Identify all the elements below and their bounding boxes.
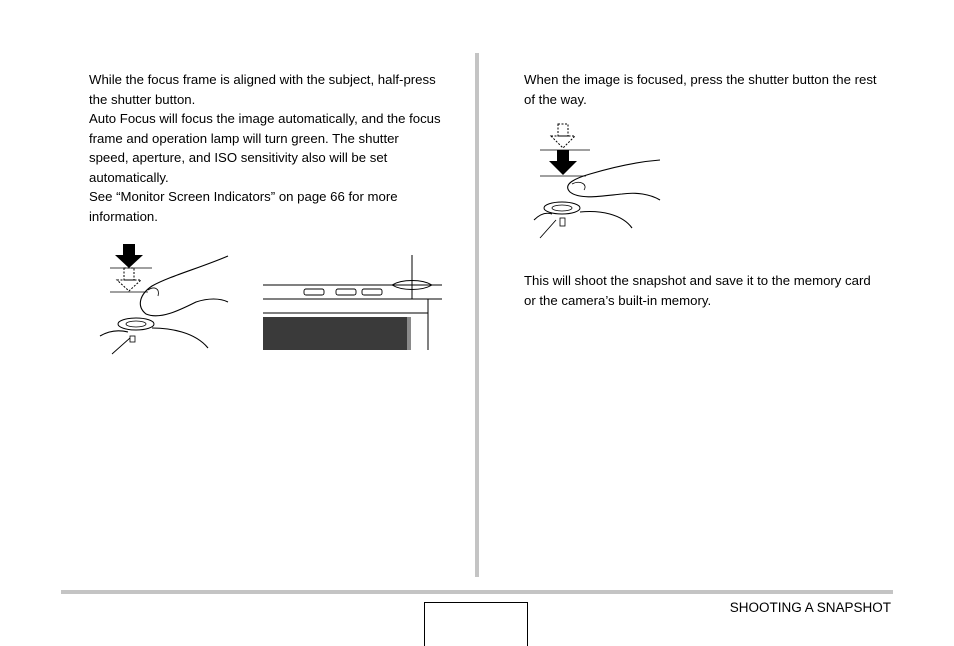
full-press-instruction	[524, 70, 877, 109]
text-line: the shutter button.	[89, 91, 196, 107]
full-press-illustration	[530, 124, 665, 239]
camera-top-outline	[100, 328, 208, 348]
text-line: frame and operation lamp will turn green. The shutter	[89, 130, 399, 146]
page-number-box	[424, 602, 528, 646]
finger-outline	[568, 160, 660, 200]
text-line: speed, aperture, and ISO sensitivity also will be set	[89, 150, 388, 165]
dotted-arrow-shaft	[558, 124, 568, 136]
text-line: While the focus frame is aligned with the subject, half-press	[89, 72, 436, 87]
text-line: or the camera’s built-in memory.	[524, 292, 712, 308]
mode-button-1	[304, 289, 324, 295]
press-arrow-head	[549, 161, 577, 175]
shutter-button	[118, 318, 154, 330]
monitor-indicators-reference	[89, 187, 398, 226]
monitor-screen	[263, 317, 407, 350]
press-arrow-head	[115, 255, 143, 268]
text-line: This will shoot the snapshot and save it to the memory card	[524, 273, 871, 288]
mode-button-3	[362, 289, 382, 295]
camera-back-illustration	[262, 255, 442, 350]
text-line: When the image is focused, press the shutter button the rest	[524, 72, 877, 87]
text-line: information.	[89, 208, 158, 224]
dotted-arrow-head	[551, 136, 575, 148]
column-divider	[475, 53, 479, 577]
text-line: automatically.	[89, 169, 169, 185]
press-arrow-shaft	[557, 150, 569, 162]
auto-focus-description	[89, 109, 441, 187]
dotted-arrow-shaft	[124, 268, 134, 280]
half-press-illustration	[100, 244, 235, 354]
finger-outline	[140, 256, 228, 316]
text-line: See “Monitor Screen Indicators” on page 66 for more	[89, 189, 398, 204]
snapshot-saved-description	[524, 271, 871, 310]
text-line: of the way.	[524, 91, 587, 107]
press-arrow-shaft	[123, 244, 135, 256]
half-press-instruction	[89, 70, 436, 109]
text-line: Auto Focus will focus the image automatically, and the focus	[89, 111, 441, 126]
mode-button-2	[336, 289, 356, 295]
footer-rule	[61, 590, 893, 594]
shutter-button	[544, 202, 580, 214]
dotted-arrow-head	[117, 280, 141, 291]
camera-top-outline	[534, 212, 632, 228]
section-title: SHOOTING A SNAPSHOT	[729, 600, 891, 615]
